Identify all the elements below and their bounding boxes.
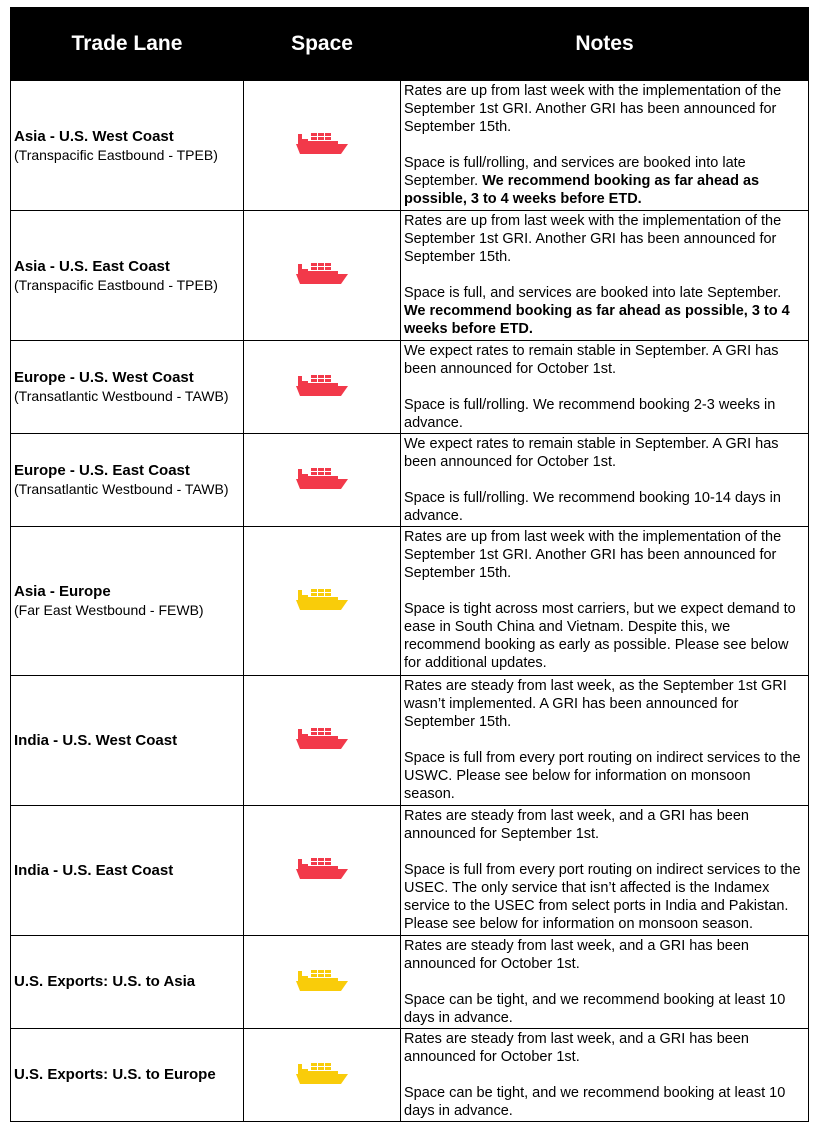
note-text: Space is full from every port routing on indirect services to the USEC. The only service that isn’t affected is the Indamex service to the USEC from select ports in India and Pakistan. Please see below for information on monsoon season.	[404, 862, 801, 932]
lane-name: U.S. Exports: U.S. to Europe	[14, 1066, 216, 1083]
trade-lane-cell	[11, 936, 244, 1029]
note-text: Rates are steady from last week, and a GRI has been announced for October 1st.	[404, 1031, 749, 1065]
lane-subtitle: (Far East Westbound - FEWB)	[14, 602, 204, 618]
trade-lane-cell	[11, 211, 244, 341]
lane-name: U.S. Exports: U.S. to Asia	[14, 973, 196, 990]
space-cell	[244, 527, 401, 676]
trade-lane-cell	[11, 434, 244, 527]
cargo-ship-icon	[294, 980, 350, 996]
cargo-ship-icon	[294, 868, 350, 884]
table-row	[11, 211, 809, 341]
space-cell	[244, 81, 401, 211]
trade-lane-cell	[11, 527, 244, 676]
header-row	[11, 8, 809, 81]
cargo-ship-icon	[294, 1073, 350, 1089]
note-paragraph	[404, 528, 805, 582]
space-cell	[244, 806, 401, 936]
note-paragraph	[404, 435, 805, 471]
note-text: We recommend booking as far ahead as possible, 3 to 4 weeks before ETD.	[404, 303, 790, 337]
notes-cell	[401, 527, 809, 676]
note-paragraph	[404, 489, 805, 525]
note-text: We recommend booking as far ahead as possible, 3 to 4 weeks before ETD.	[404, 173, 760, 207]
note-paragraph	[404, 82, 805, 136]
note-text: Space is full/rolling. We recommend booking 2-3 weeks in advance.	[404, 397, 776, 431]
table-row	[11, 806, 809, 936]
header-trade-lane: Trade Lane	[11, 8, 244, 81]
space-cell	[244, 1029, 401, 1122]
note-text: Space is tight across most carriers, but we expect demand to ease in South China and Vietnam. Despite this, we recommend booking as early as possible. Please see below for additional updates.	[404, 601, 796, 671]
note-paragraph	[404, 937, 805, 973]
notes-cell	[401, 806, 809, 936]
trade-lane-table	[10, 7, 809, 1122]
trade-lane-cell	[11, 81, 244, 211]
space-cell	[244, 676, 401, 806]
trade-lane-cell	[11, 341, 244, 434]
notes-cell	[401, 211, 809, 341]
cargo-ship-icon	[294, 143, 350, 159]
note-text: We expect rates to remain stable in September. A GRI has been announced for October 1st.	[404, 343, 779, 377]
table-row	[11, 1029, 809, 1122]
lane-name: Asia - U.S. East Coast	[14, 257, 170, 275]
table-row	[11, 676, 809, 806]
lane-subtitle: (Transatlantic Westbound - TAWB)	[14, 481, 229, 497]
header-space: Space	[244, 8, 401, 81]
header-notes: Notes	[401, 8, 809, 81]
notes-cell	[401, 1029, 809, 1122]
note-paragraph	[404, 154, 805, 208]
table-row	[11, 81, 809, 211]
note-text: Rates are up from last week with the implementation of the September 1st GRI. Another GRI has been announced for September 15th.	[404, 213, 782, 265]
table-row	[11, 434, 809, 527]
space-cell	[244, 341, 401, 434]
note-text: Space is full from every port routing on indirect services to the USWC. Please see below for information on monsoon season.	[404, 750, 801, 802]
note-text: Rates are steady from last week, and a GRI has been announced for October 1st.	[404, 938, 749, 972]
table-row	[11, 341, 809, 434]
note-text: Space is full/rolling, and services are booked into late September.	[404, 155, 746, 189]
note-text: Rates are steady from last week, and a GRI has been announced for September 1st.	[404, 808, 749, 842]
lane-name: India - U.S. East Coast	[14, 861, 174, 879]
note-text: Space can be tight, and we recommend booking at least 10 days in advance.	[404, 1085, 786, 1119]
notes-cell	[401, 676, 809, 806]
cargo-ship-icon	[294, 385, 350, 401]
lane-name: Europe - U.S. East Coast	[14, 462, 190, 479]
notes-cell	[401, 81, 809, 211]
note-paragraph	[404, 861, 805, 933]
table-row	[11, 936, 809, 1029]
note-paragraph	[404, 342, 805, 378]
note-text: Rates are steady from last week, as the September 1st GRI wasn’t implemented. A GRI has been announced for September 15th.	[404, 678, 787, 730]
note-paragraph	[404, 807, 805, 843]
trade-lane-cell	[11, 676, 244, 806]
note-text: Rates are up from last week with the implementation of the September 1st GRI. Another GRI has been announced for September 15th.	[404, 83, 782, 135]
cargo-ship-icon	[294, 738, 350, 754]
space-cell	[244, 434, 401, 527]
table-row	[11, 527, 809, 676]
note-paragraph	[404, 600, 805, 672]
notes-cell	[401, 341, 809, 434]
notes-cell	[401, 936, 809, 1029]
trade-lane-cell	[11, 806, 244, 936]
note-paragraph	[404, 1084, 805, 1120]
note-paragraph	[404, 212, 805, 266]
cargo-ship-icon	[294, 599, 350, 615]
lane-name: India - U.S. West Coast	[14, 731, 178, 749]
note-paragraph	[404, 677, 805, 731]
note-paragraph	[404, 991, 805, 1027]
note-text: Space can be tight, and we recommend booking at least 10 days in advance.	[404, 992, 786, 1026]
lane-subtitle: (Transpacific Eastbound - TPEB)	[14, 146, 218, 163]
cargo-ship-icon	[294, 478, 350, 494]
note-paragraph	[404, 396, 805, 432]
note-text: Rates are up from last week with the implementation of the September 1st GRI. Another GRI has been announced for September 15th.	[404, 529, 782, 581]
space-cell	[244, 936, 401, 1029]
trade-lane-cell	[11, 1029, 244, 1122]
space-cell	[244, 211, 401, 341]
lane-name: Asia - U.S. West Coast	[14, 127, 174, 145]
cargo-ship-icon	[294, 273, 350, 289]
note-paragraph	[404, 1030, 805, 1066]
note-paragraph	[404, 749, 805, 803]
notes-cell	[401, 434, 809, 527]
lane-subtitle: (Transatlantic Westbound - TAWB)	[14, 388, 229, 404]
lane-subtitle: (Transpacific Eastbound - TPEB)	[14, 276, 218, 293]
note-text: Space is full/rolling. We recommend booking 10-14 days in advance.	[404, 490, 781, 524]
lane-name: Europe - U.S. West Coast	[14, 369, 194, 386]
note-paragraph	[404, 284, 805, 338]
note-text: We expect rates to remain stable in September. A GRI has been announced for October 1st.	[404, 436, 779, 470]
note-text: Space is full, and services are booked into late September.	[404, 285, 782, 301]
lane-name: Asia - Europe	[14, 583, 111, 600]
